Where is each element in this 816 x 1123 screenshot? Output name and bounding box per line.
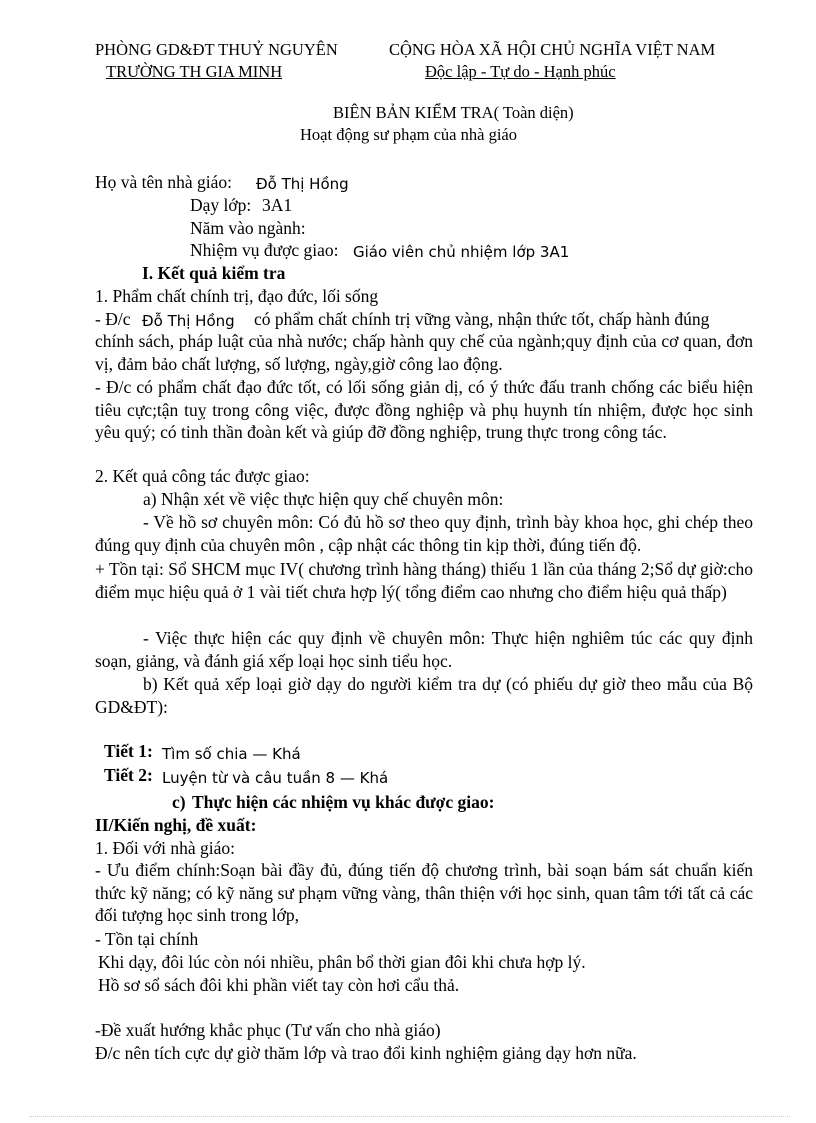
section1-heading: I. Kết quả kiểm tra [142, 263, 286, 283]
p5-regulations: - Việc thực hiện các quy định về chuyên môn: Thực hiện nghiêm túc các quy định soạn, giảng, và đánh giá xếp loại học sinh tiểu học. [95, 628, 753, 671]
national-motto: Độc lập - Tự do - Hạnh phúc [425, 62, 616, 81]
s2-weakness-2: Hồ sơ sổ sách đôi khi phần viết tay còn hơi cẩu thả. [98, 975, 460, 995]
lesson-2-label: Tiết 2: [104, 765, 153, 785]
p3-records: - Về hồ sơ chuyên môn: Có đủ hồ sơ theo quy định, trình bày khoa học, ghi chép theo đúng quy định của chuyên môn , cập nhật các thông tin kịp thời, đúng tiến độ. [95, 512, 753, 555]
p2-ethics: - Đ/c có phẩm chất đạo đức tốt, có lối sống giản dị, có ý thức đấu tranh chống các biểu hiện tiêu cực;tận tuỵ trong công việc, được đồng nghiệp và phụ huynh tín nhiệm, được học sinh yêu quý; có tinh thần đoàn kết và giúp đỡ đồng nghiệp, trung thực trong công tác. [95, 377, 753, 443]
p6-lesson-grading: b) Kết quả xếp loại giờ dạy do người kiểm tra dự (có phiếu dự giờ theo mẫu của Bộ GD&ĐT): [95, 674, 753, 717]
section2-item1-title: 1. Đối với nhà giáo: [95, 838, 235, 858]
country-name: CỘNG HÒA XÃ HỘI CHỦ NGHĨA VIỆT NAM [389, 40, 716, 59]
p1-prefix: - Đ/c [95, 309, 131, 329]
s2-weakness-title: - Tồn tại chính [95, 929, 199, 949]
section1-item2a: a) Nhận xét về việc thực hiện quy chế chuyên môn: [143, 489, 504, 509]
page-bottom-divider [30, 1116, 790, 1117]
lesson-1-label: Tiết 1: [104, 741, 153, 761]
p1-teacher-name: Đỗ Thị Hồng [142, 312, 235, 330]
section1-item2c: Thực hiện các nhiệm vụ khác được giao: [192, 792, 495, 812]
p1-rest: chính sách, pháp luật của nhà nước; chấp hành quy chế của ngành;quy định của cơ quan, đơn vị, đảm bảo chất lượng, số lượng, ngày,giờ công lao động. [95, 331, 753, 374]
duty-value: Giáo viên chủ nhiệm lớp 3A1 [353, 243, 570, 261]
section1-item1-title: 1. Phẩm chất chính trị, đạo đức, lối sống [95, 286, 379, 306]
teacher-name-label: Họ và tên nhà giáo: [95, 172, 233, 192]
duty-label: Nhiệm vụ được giao: [190, 240, 339, 260]
s2-weakness-1: Khi dạy, đôi lúc còn nói nhiều, phân bổ thời gian đôi khi chưa hợp lý. [98, 952, 586, 972]
document-title: BIÊN BẢN KIỂM TRA( Toàn diện) [333, 103, 574, 122]
lesson-1-value: Tìm số chia — Khá [162, 745, 301, 763]
class-label: Dạy lớp: [190, 195, 252, 215]
section2-heading: II/Kiến nghị, đề xuất: [95, 815, 257, 835]
s2-remedy-title: -Đề xuất hướng khắc phục (Tư vấn cho nhà giáo) [95, 1020, 441, 1040]
lesson-2-value: Luyện từ và câu tuần 8 — Khá [162, 769, 389, 787]
school-name: TRƯỜNG TH GIA MINH [106, 62, 283, 81]
class-value: 3A1 [262, 195, 293, 215]
p1-line1: có phẩm chất chính trị vững vàng, nhận thức tốt, chấp hành đúng [254, 309, 710, 329]
start-year-label: Năm vào ngành: [190, 218, 306, 238]
s2-strengths: - Ưu điểm chính:Soạn bài đầy đủ, đúng tiến độ chương trình, bài soạn bám sát chuẩn kiến thức kỹ năng; có kỹ năng sư phạm vững vàng, thân thiện với học sinh, quan tâm tới tất cả các đối tượng học sinh trong lớp, [95, 860, 753, 926]
document-subtitle: Hoạt động sư phạm của nhà giáo [300, 125, 517, 144]
section1-item2c-mark: c) [172, 792, 186, 812]
department-name: PHÒNG GD&ĐT THUỶ NGUYÊN [95, 40, 338, 59]
teacher-name-value: Đỗ Thị Hồng [256, 175, 349, 193]
section1-item2-title: 2. Kết quả công tác được giao: [95, 466, 310, 486]
p4-shortcomings: + Tồn tại: Sổ SHCM mục IV( chương trình hàng tháng) thiếu 1 lần của tháng 2;Sổ dự giờ:cho điểm mục hiệu quả ở 1 vài tiết chưa hợp lý( tổng điểm cao nhưng cho điểm hiệu quả thấp) [95, 559, 753, 602]
s2-remedy-text: Đ/c nên tích cực dự giờ thăm lớp và trao đổi kinh nghiệm giảng dạy hơn nữa. [95, 1043, 637, 1063]
